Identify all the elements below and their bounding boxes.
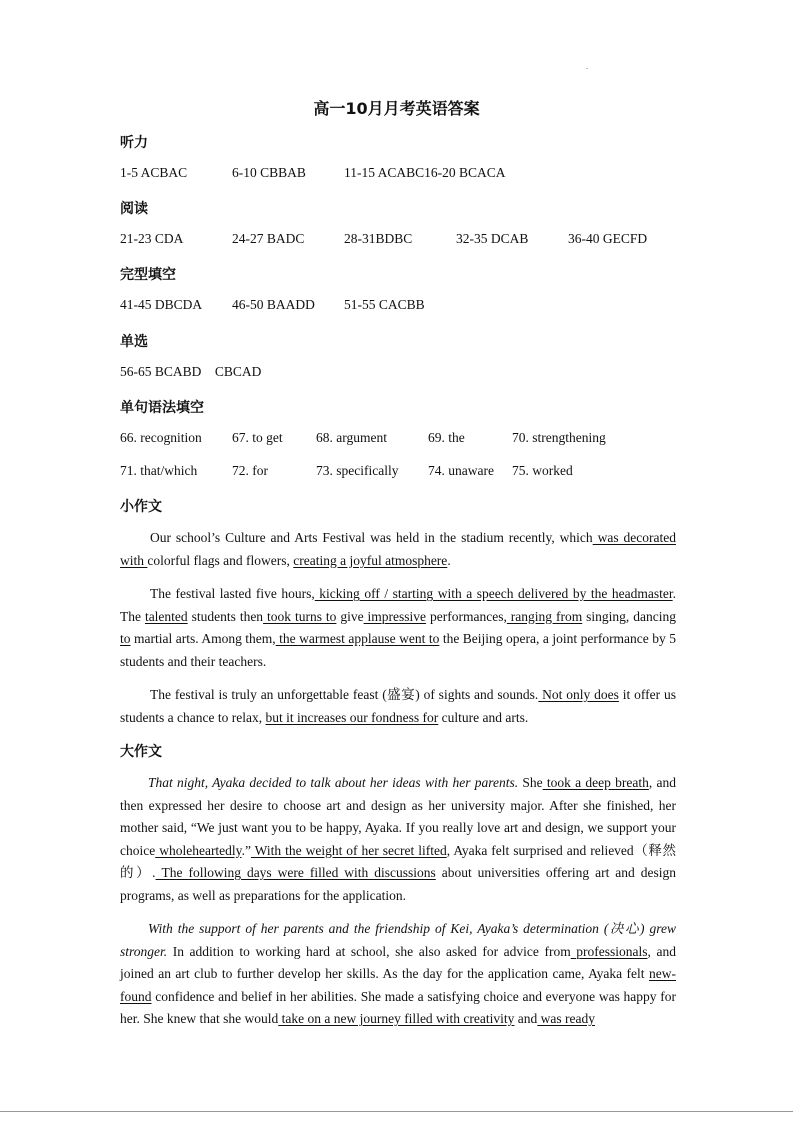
short-essay-paragraph-1: Our school’s Culture and Arts Festival was held in the stadium recently, which was decorated with colorful flags and flowers, creating a joyful atmosphere. <box>120 530 676 568</box>
section-heading-choice: 单选 <box>120 334 148 350</box>
page-dot: . <box>586 62 588 71</box>
answer-item: 72. for <box>232 463 268 478</box>
answer-item: 6-10 CBBAB <box>232 165 306 180</box>
answer-item: 69. the <box>428 430 465 445</box>
footer-rule <box>0 1111 793 1112</box>
answer-item: 74. unaware <box>428 463 494 478</box>
answer-item: 66. recognition <box>120 430 202 445</box>
page-title: 高一10月月考英语答案 <box>313 99 480 118</box>
short-essay-paragraph-2: The festival lasted five hours, kicking off / starting with a speech delivered by the headmaster. The talented students then took turns to give impressive performances, ranging from singing, dancing to martial arts. Among them, the warmest applause went to the Beijing opera, a joint performance by 5 students and their teachers. <box>120 586 677 669</box>
answer-item: 67. to get <box>232 430 283 445</box>
answer-item: 73. specifically <box>316 463 399 478</box>
answer-item: 36-40 GECFD <box>568 231 648 246</box>
answer-item: 41-45 DBCDA <box>120 297 203 312</box>
answer-item: 21-23 CDA <box>120 231 184 246</box>
answer-item: 24-27 BADC <box>232 231 305 246</box>
long-essay-paragraph-2: With the support of her parents and the friendship of Kei, Ayaka’s determination (决心) grew stronger. In addition to working hard at school, she also asked for advice from professionals, and joined an art club to further develop her skills. As the day for the application came, Ayaka felt new-found confidence and belief in her abilities. She made a satisfying choice and everyone was happy for her. She knew that she would take on a new journey filled with creativity and was ready <box>120 921 676 1026</box>
answer-item: 56-65 BCABD CBCAD <box>120 364 262 379</box>
answer-item: 70. strengthening <box>512 430 606 445</box>
section-heading-short-essay: 小作文 <box>120 499 162 515</box>
section-heading-reading: 阅读 <box>120 201 148 217</box>
answer-item: 46-50 BAADD <box>232 297 315 312</box>
answer-item: 75. worked <box>512 463 573 478</box>
long-essay-paragraph-1: That night, Ayaka decided to talk about her ideas with her parents. She took a deep breath, and then expressed her desire to choose art and design as her university major. After she finished, her mother said, “We just want you to be happy, Ayaka. If you really love art and design, we support your choice wholeheartedly.” With the weight of her secret lifted, Ayaka felt surprised and relieved（释然的）. The following days were filled with discussions about universities offering art and design programs, as well as preparations for the application. <box>120 775 677 903</box>
short-essay-paragraph-3: The festival is truly an unforgettable feast (盛宴) of sights and sounds. Not only does it offer us students a chance to relax, but it increases our fondness for culture and arts. <box>120 687 677 725</box>
section-heading-cloze: 完型填空 <box>120 267 176 283</box>
answer-item: 28-31BDBC <box>344 231 413 246</box>
section-heading-grammar: 单句语法填空 <box>120 400 204 416</box>
answer-item: 1-5 ACBAC <box>120 165 188 180</box>
answer-item: 32-35 DCAB <box>456 231 529 246</box>
answer-item: 51-55 CACBB <box>344 297 425 312</box>
answer-item: 11-15 ACABC16-20 BCACA <box>344 165 506 180</box>
answer-item: 68. argument <box>316 430 387 445</box>
answer-item: 71. that/which <box>120 463 198 478</box>
section-heading-long-essay: 大作文 <box>120 744 162 760</box>
section-heading-listening: 听力 <box>120 135 148 151</box>
